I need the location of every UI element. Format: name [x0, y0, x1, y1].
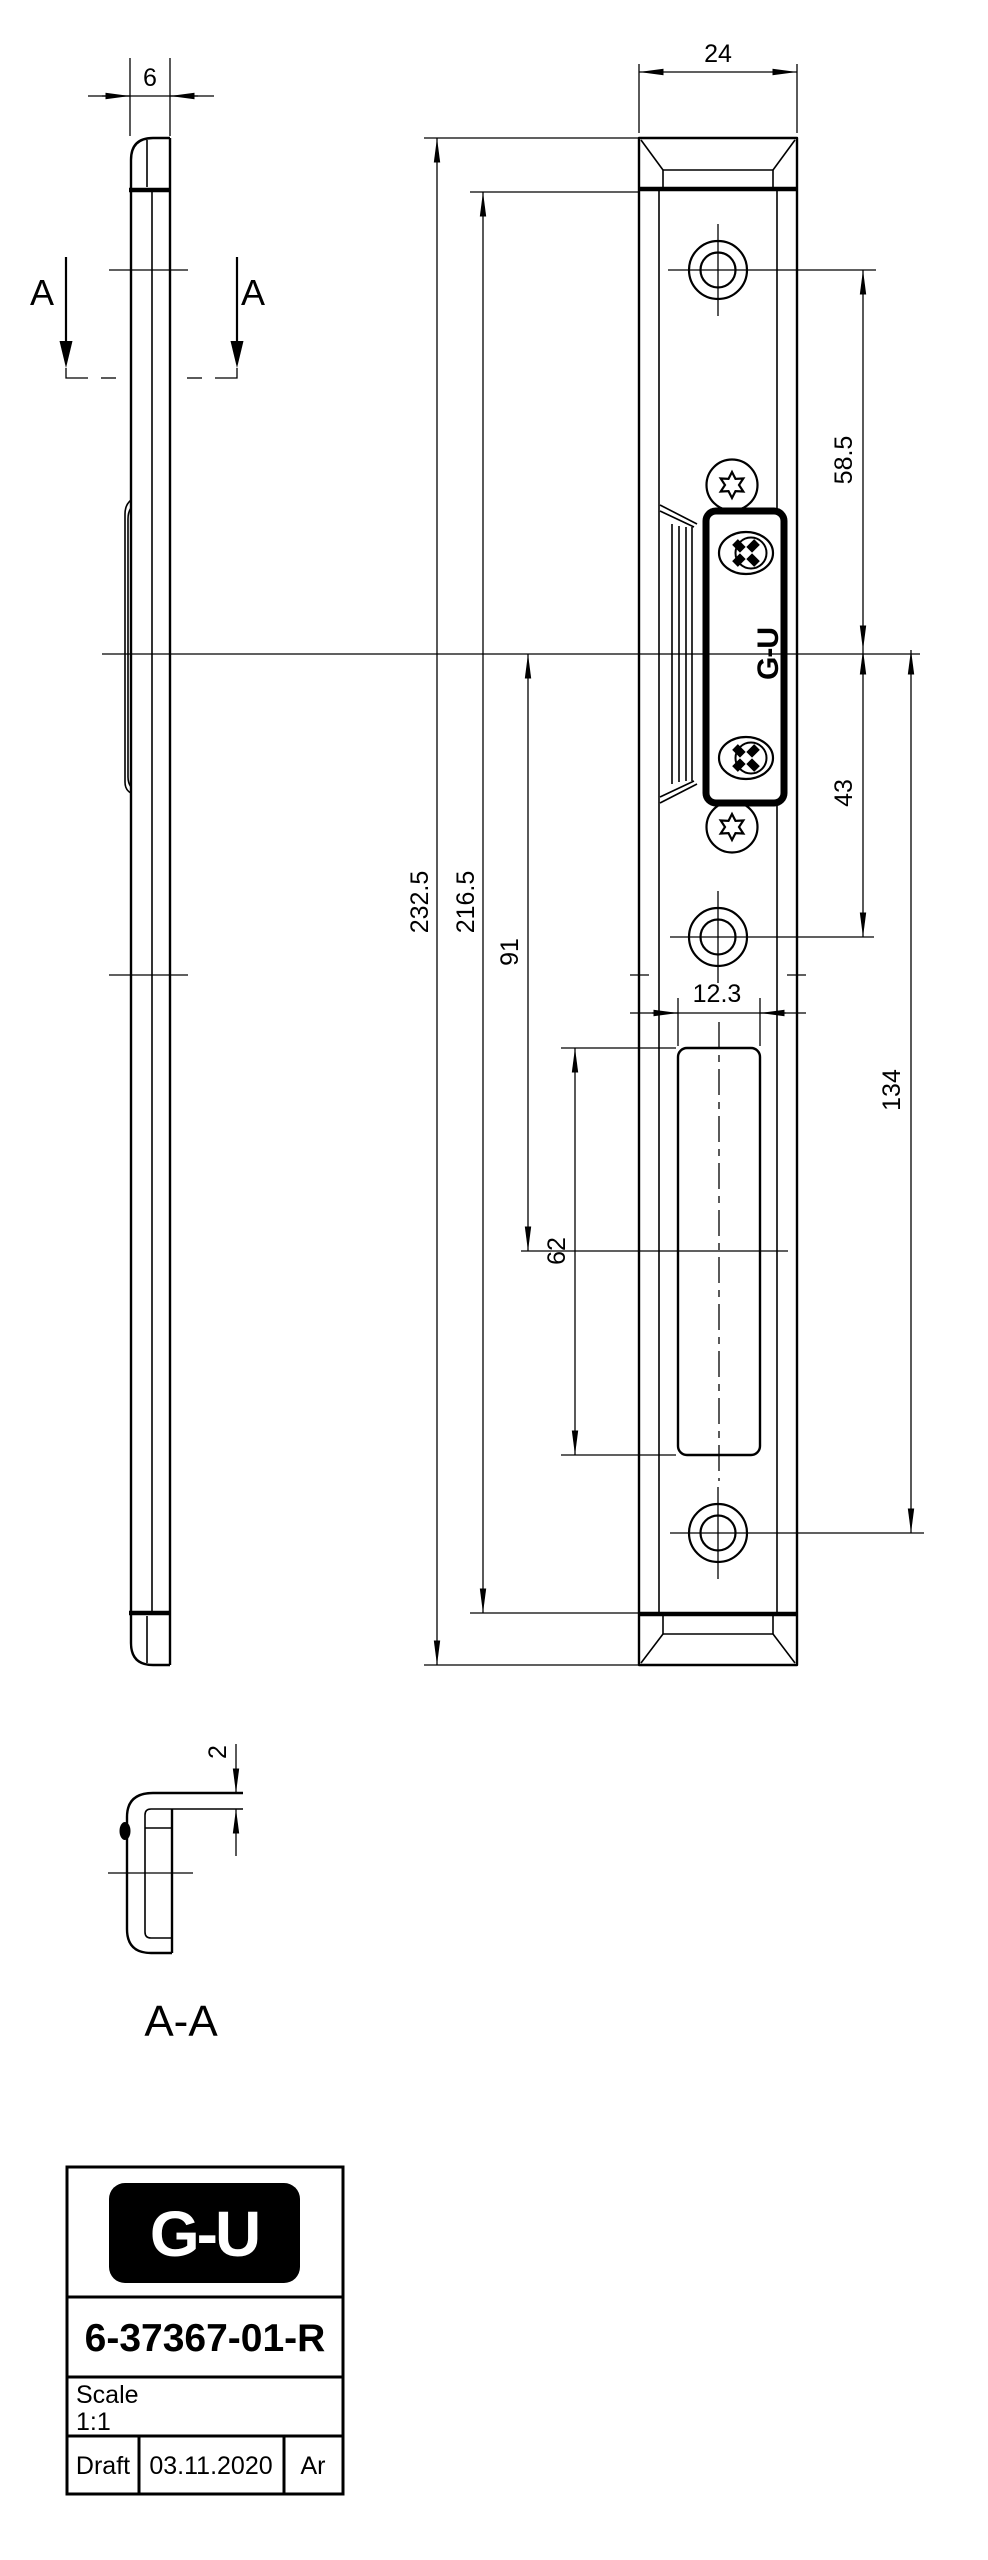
side-view — [109, 138, 188, 1665]
dim-opening-width — [630, 980, 806, 1046]
dim-side-width — [88, 58, 214, 136]
gu-logo: G-U — [149, 2198, 259, 2270]
dim-face-height — [452, 192, 640, 1613]
dim-label-24: 24 — [704, 40, 732, 68]
keeper-gu-logo: G-U — [752, 628, 785, 680]
section-arrow-right — [231, 341, 244, 368]
dim-label-91: 91 — [496, 938, 524, 966]
dim-center-to-bottom-hole — [878, 650, 911, 1533]
dim-flange-thickness — [204, 1744, 236, 1856]
front-view — [102, 138, 924, 1665]
section-view-aa — [108, 1744, 243, 2046]
section-cut-markers — [30, 257, 265, 378]
part-number: 6-37367-01-R — [84, 2317, 326, 2360]
dim-plate-width — [639, 40, 797, 133]
torx-star-icon — [721, 472, 744, 498]
torx-screw-bottom — [707, 802, 758, 853]
scale-value: 1:1 — [76, 2408, 111, 2436]
section-title: A-A — [144, 1997, 218, 2046]
side-bottom-cap — [131, 1614, 170, 1665]
dim-label-2: 2 — [204, 1745, 232, 1759]
dim-center-to-opening — [496, 654, 528, 1251]
dim-label-232-5: 232.5 — [406, 870, 434, 934]
draft-label: Draft — [75, 2452, 131, 2480]
dim-label-6: 6 — [143, 64, 157, 92]
title-block — [67, 2167, 343, 2494]
dim-label-134: 134 — [878, 1069, 906, 1111]
scale-label: Scale — [76, 2381, 139, 2409]
section-arrow-left — [60, 341, 73, 368]
dim-label-43: 43 — [830, 779, 858, 807]
dim-label-62: 62 — [543, 1237, 571, 1265]
dim-hole-to-center — [830, 270, 863, 650]
draft-date: 03.11.2020 — [149, 2452, 273, 2480]
dim-label-216-5: 216.5 — [452, 870, 480, 934]
screw-hole-top — [668, 224, 876, 316]
dim-label-12-3: 12.3 — [692, 980, 742, 1008]
torx-screw-top — [707, 460, 758, 511]
torx-star-icon — [721, 814, 744, 840]
section-screw-bump — [120, 1822, 131, 1840]
dim-label-58-5: 58.5 — [830, 435, 858, 485]
side-top-cap — [131, 138, 170, 189]
section-marker-a-left: A — [29, 272, 55, 313]
section-marker-a-right: A — [240, 272, 266, 313]
dim-overall-height — [406, 138, 638, 1665]
author-initials: Ar — [300, 2452, 326, 2480]
dim-center-to-mid-hole — [830, 650, 863, 937]
screw-hole-middle — [670, 891, 874, 983]
